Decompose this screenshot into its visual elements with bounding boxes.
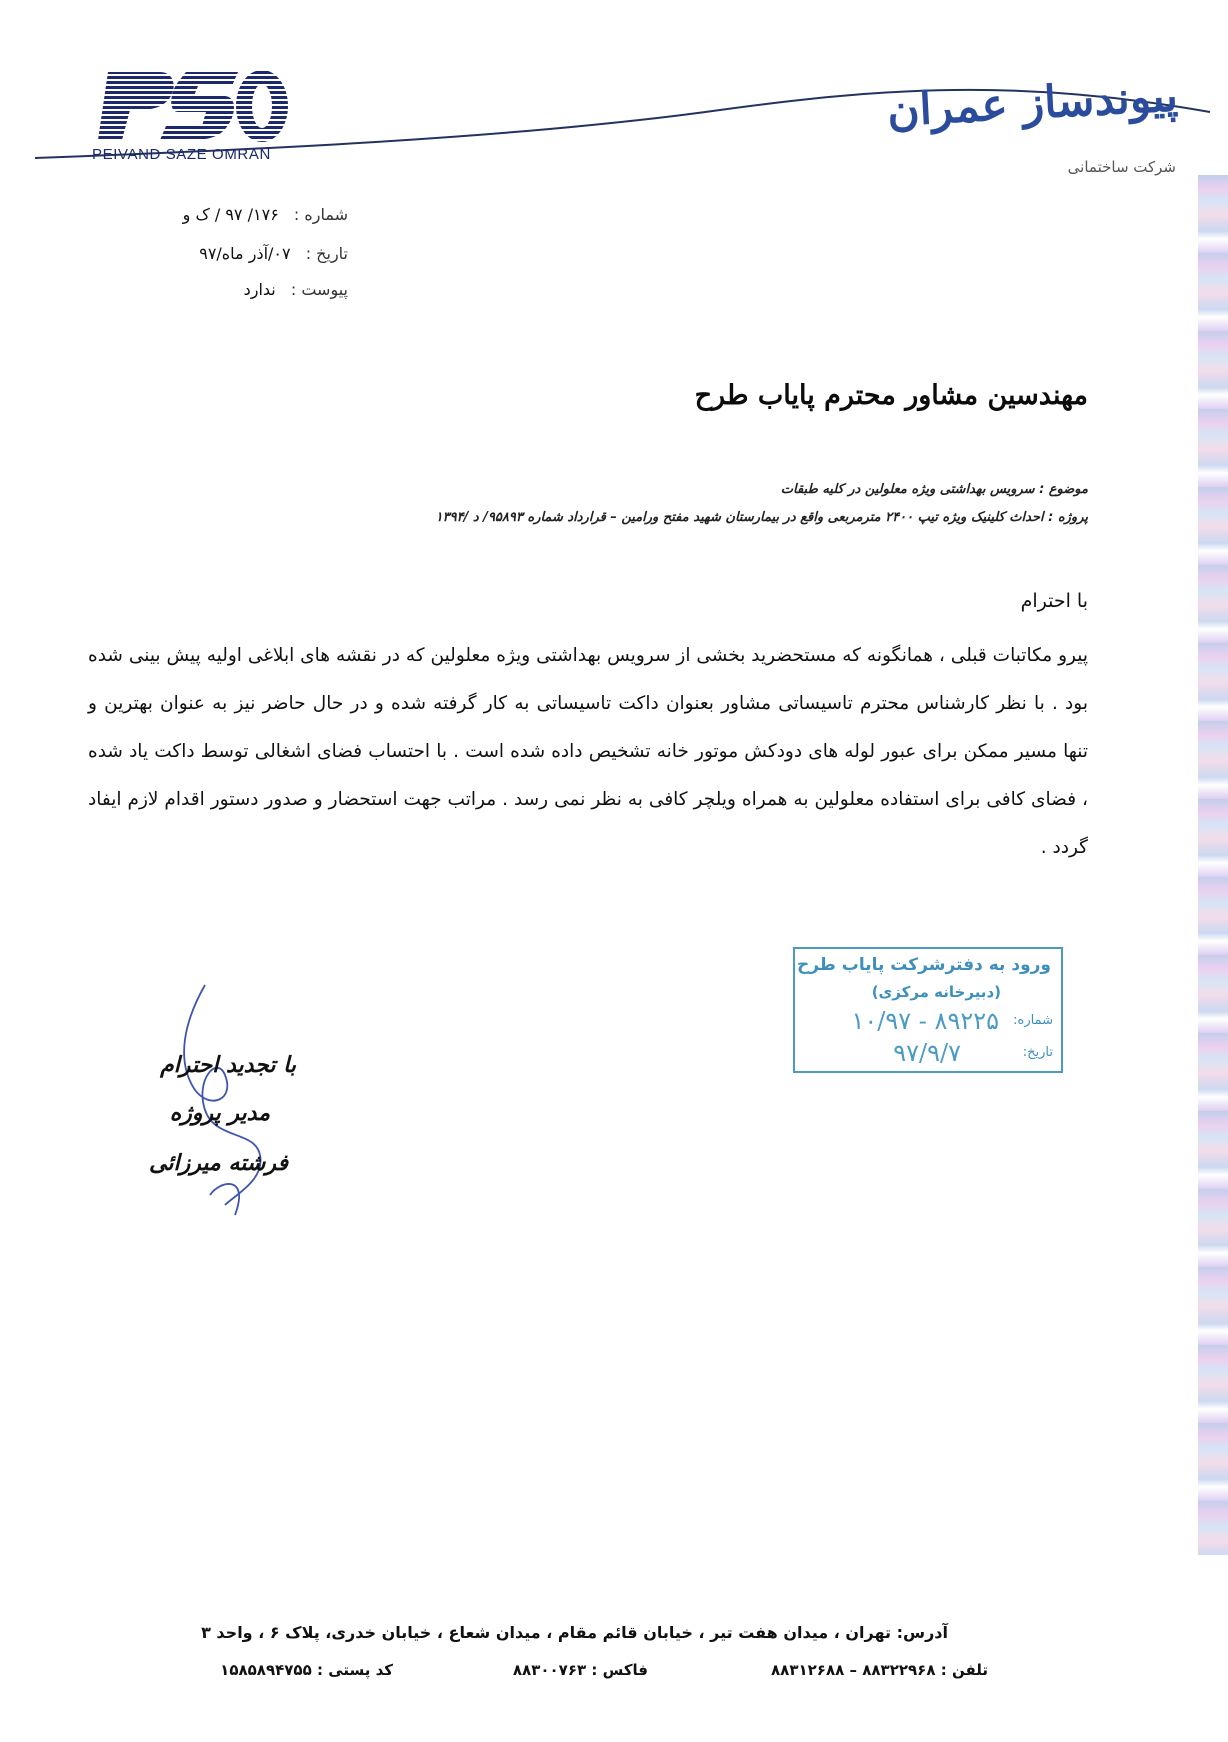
salutation: با احترام — [1020, 590, 1088, 612]
subject-line: موضوع : سرویس بهداشتی ویژه معلولین در کلیه طبقات — [780, 482, 1088, 497]
recipient: مهندسین مشاور محترم پایاب طرح — [694, 380, 1088, 411]
footer-phone-value: ۸۸۳۲۲۹۶۸ – ۸۸۳۱۲۶۸۸ — [771, 1661, 936, 1679]
signature-closing: با تجدید احترام — [160, 1052, 296, 1078]
footer-address: آدرس: تهران ، میدان هفت تیر ، خیابان قائم مقام ، میدان شعاع ، خیابان خدری، پلاک ۶ ، واحد ۳ — [201, 1623, 948, 1642]
stamp-number-value: ۸۹۲۲۵ - ۱۰/۹۷ — [851, 1007, 999, 1035]
letter-date — [199, 244, 348, 263]
company-latin-name: PEIVAND SAZE OMRAN — [92, 146, 271, 163]
stamp-date-label: تاریخ: — [1022, 1045, 1053, 1060]
company-persian-logotype: پیوندساز عمران — [885, 70, 1180, 137]
signature-role: مدیر پروژه — [169, 1100, 270, 1126]
stamp-subtitle: (دبیرخانه مرکزی) — [871, 983, 1001, 1001]
footer-fax-value: ۸۸۳۰۰۷۶۳ — [512, 1661, 587, 1679]
stamp-date-value: ۹۷/۹/۷ — [893, 1039, 961, 1067]
footer-phone-label: تلفن : — [940, 1661, 988, 1679]
footer-fax-label: فاکس : — [591, 1661, 648, 1679]
letter-date-value: ۰۷/آذر ماه/۹۷ — [199, 244, 291, 263]
stamp-title: ورود به دفترشرکت پایاب طرح — [796, 955, 1051, 975]
footer-fax — [513, 1661, 648, 1679]
letter-number-label: شماره : — [293, 205, 348, 224]
letter-attachment-label: پیوست : — [290, 280, 348, 299]
letter-number-value: ۱۷۶/ ۹۷ / ک و — [182, 205, 279, 224]
letter-attachment-value: ندارد — [243, 280, 276, 299]
project-line: پروژه : احداث کلینیک ویژه تیپ ۲۴۰۰ مترمربعی واقع در بیمارستان شهید مفتح ورامین – قرارداد شماره ۹۵۸۹۳/ د /۱۳۹۴ — [435, 510, 1088, 525]
footer-postal-value: ۱۵۸۵۸۹۴۷۵۵ — [220, 1661, 312, 1679]
letter-date-label: تاریخ : — [305, 244, 348, 263]
signature-name: فرشته میرزائی — [149, 1150, 288, 1176]
letter-attachment — [244, 280, 348, 299]
receipt-stamp — [793, 947, 1063, 1073]
footer-postal-label: کد پستی : — [316, 1661, 393, 1679]
letter-body: پیرو مکاتبات قبلی ، همانگونه که مستحضرید بخشی از سرویس بهداشتی ویژه معلولین که در نقشه های ابلاغی اولیه پیش بینی شده بود . با نظر کارشناس محترم تاسیساتی مشاور بعنوان داکت تاسیساتی به کار گرفته شده و در حال حاضر نیز به عنوان بهترین و تنها مسیر ممکن برای عبور لوله های دودکش موتور خانه تشخیص داده شده است . با احتساب فضای اشغالی توسط داکت یاد شده ، فضای کافی برای استفاده معلولین به همراه ویلچر کافی به نظر نمی رسد . مراتب جهت استحضار و صدور دستور اقدام لازم ایفاد گردد . — [88, 645, 1088, 858]
stamp-number-label: شماره: — [1013, 1013, 1053, 1028]
company-type: شرکت ساختمانی — [1067, 158, 1176, 176]
decorative-side-strip — [1198, 175, 1228, 1555]
footer-phone — [771, 1661, 988, 1679]
letter-number — [183, 205, 348, 224]
footer-postal-code — [220, 1661, 393, 1679]
